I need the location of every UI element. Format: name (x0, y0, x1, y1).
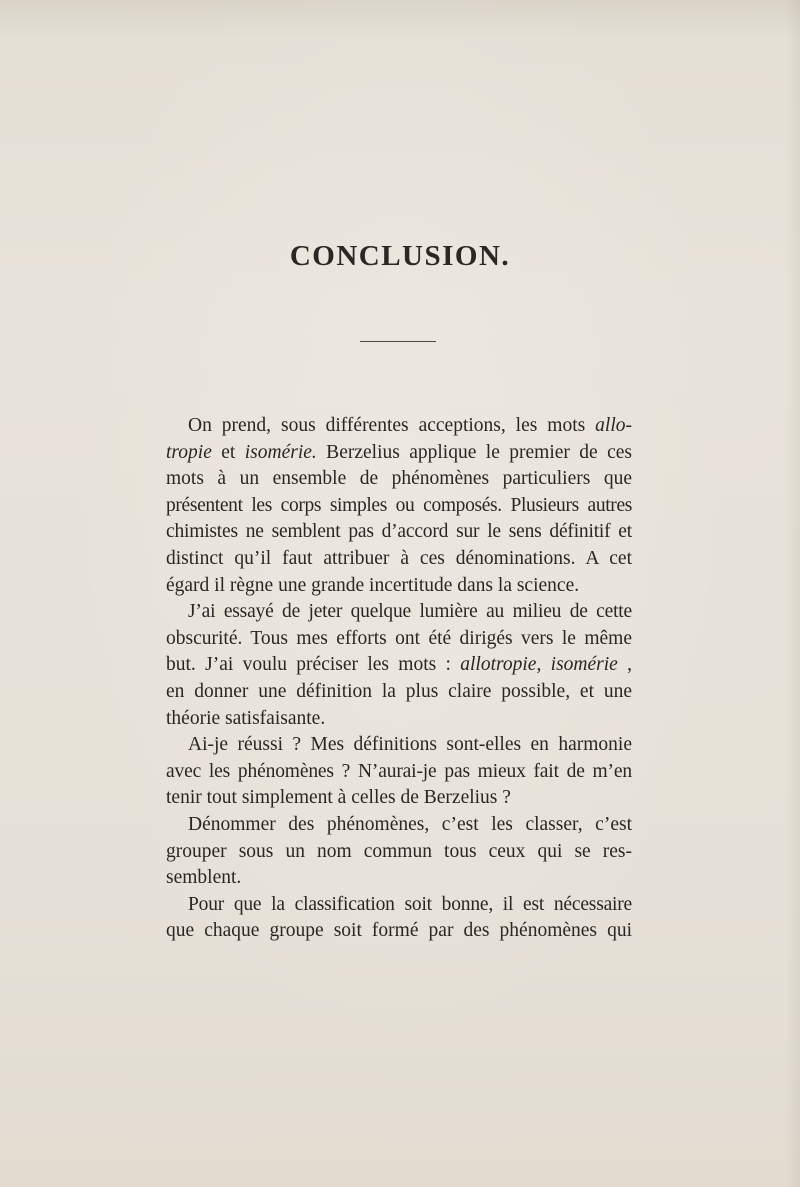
italic-term: isomérie (550, 654, 618, 676)
text-line: chimistes ne semblent pas d’accord sur le sens définitif et (166, 521, 632, 543)
paragraph-2 (166, 599, 632, 732)
paragraph-4 (166, 812, 632, 892)
text-line: égard il règne une grande incertitude dans la science. (166, 574, 580, 596)
text-line: grouper sous un nom commun tous ceux qui se res- (166, 840, 632, 862)
text-line (166, 652, 632, 679)
italic-term: isomérie. (244, 441, 317, 463)
text-line: en donner une définition la plus claire possible, et une (166, 680, 632, 702)
text-line: Ai-je réussi ? Mes définitions sont-elles en harmonie (188, 734, 632, 756)
text-run: , (536, 654, 551, 676)
text-run: On prend, sous différentes acceptions, les mots (188, 415, 596, 436)
text-line: présentent les corps simples ou composés. Plusieurs autres (166, 494, 632, 516)
body-text (166, 413, 632, 945)
text-line (166, 440, 632, 467)
text-line: avec les phénomènes ? N’aurai-je pas mieux fait de m’en (166, 760, 632, 782)
text-run: , (617, 654, 632, 676)
text-run: but. J’ai voulu préciser les mots : (166, 654, 461, 676)
text-line: que chaque groupe soit formé par des phénomènes qui (166, 920, 632, 942)
heading-rule (360, 341, 436, 342)
text-line (166, 413, 632, 440)
text-line: Dénommer des phénomènes, c’est les classer, c’est (188, 813, 632, 835)
text-line: tenir tout simplement à celles de Berzelius ? (166, 787, 511, 809)
text-line: mots à un ensemble de phénomènes particuliers que (166, 468, 632, 490)
text-line: théorie satisfaisante. (166, 707, 326, 729)
text-line: Pour que la classification soit bonne, il est nécessaire (188, 893, 632, 915)
italic-term: tropie (166, 441, 212, 463)
paragraph-5 (166, 892, 632, 945)
text-run: et (211, 441, 245, 463)
italic-term: allotropie (460, 654, 537, 676)
italic-term: allo- (595, 415, 632, 436)
text-line: J’ai essayé de jeter quelque lumière au milieu de cette (188, 601, 632, 623)
paragraph-3 (166, 732, 632, 812)
paragraph-1 (166, 413, 632, 599)
text-line: semblent. (166, 867, 242, 889)
page-heading: CONCLUSION. (289, 240, 511, 272)
text-line: distinct qu’il faut attribuer à ces dénominations. A cet (166, 547, 632, 569)
text-run: Berzelius applique le premier de ces (316, 441, 633, 463)
text-line: obscurité. Tous mes efforts ont été dirigés vers le même (166, 627, 632, 649)
